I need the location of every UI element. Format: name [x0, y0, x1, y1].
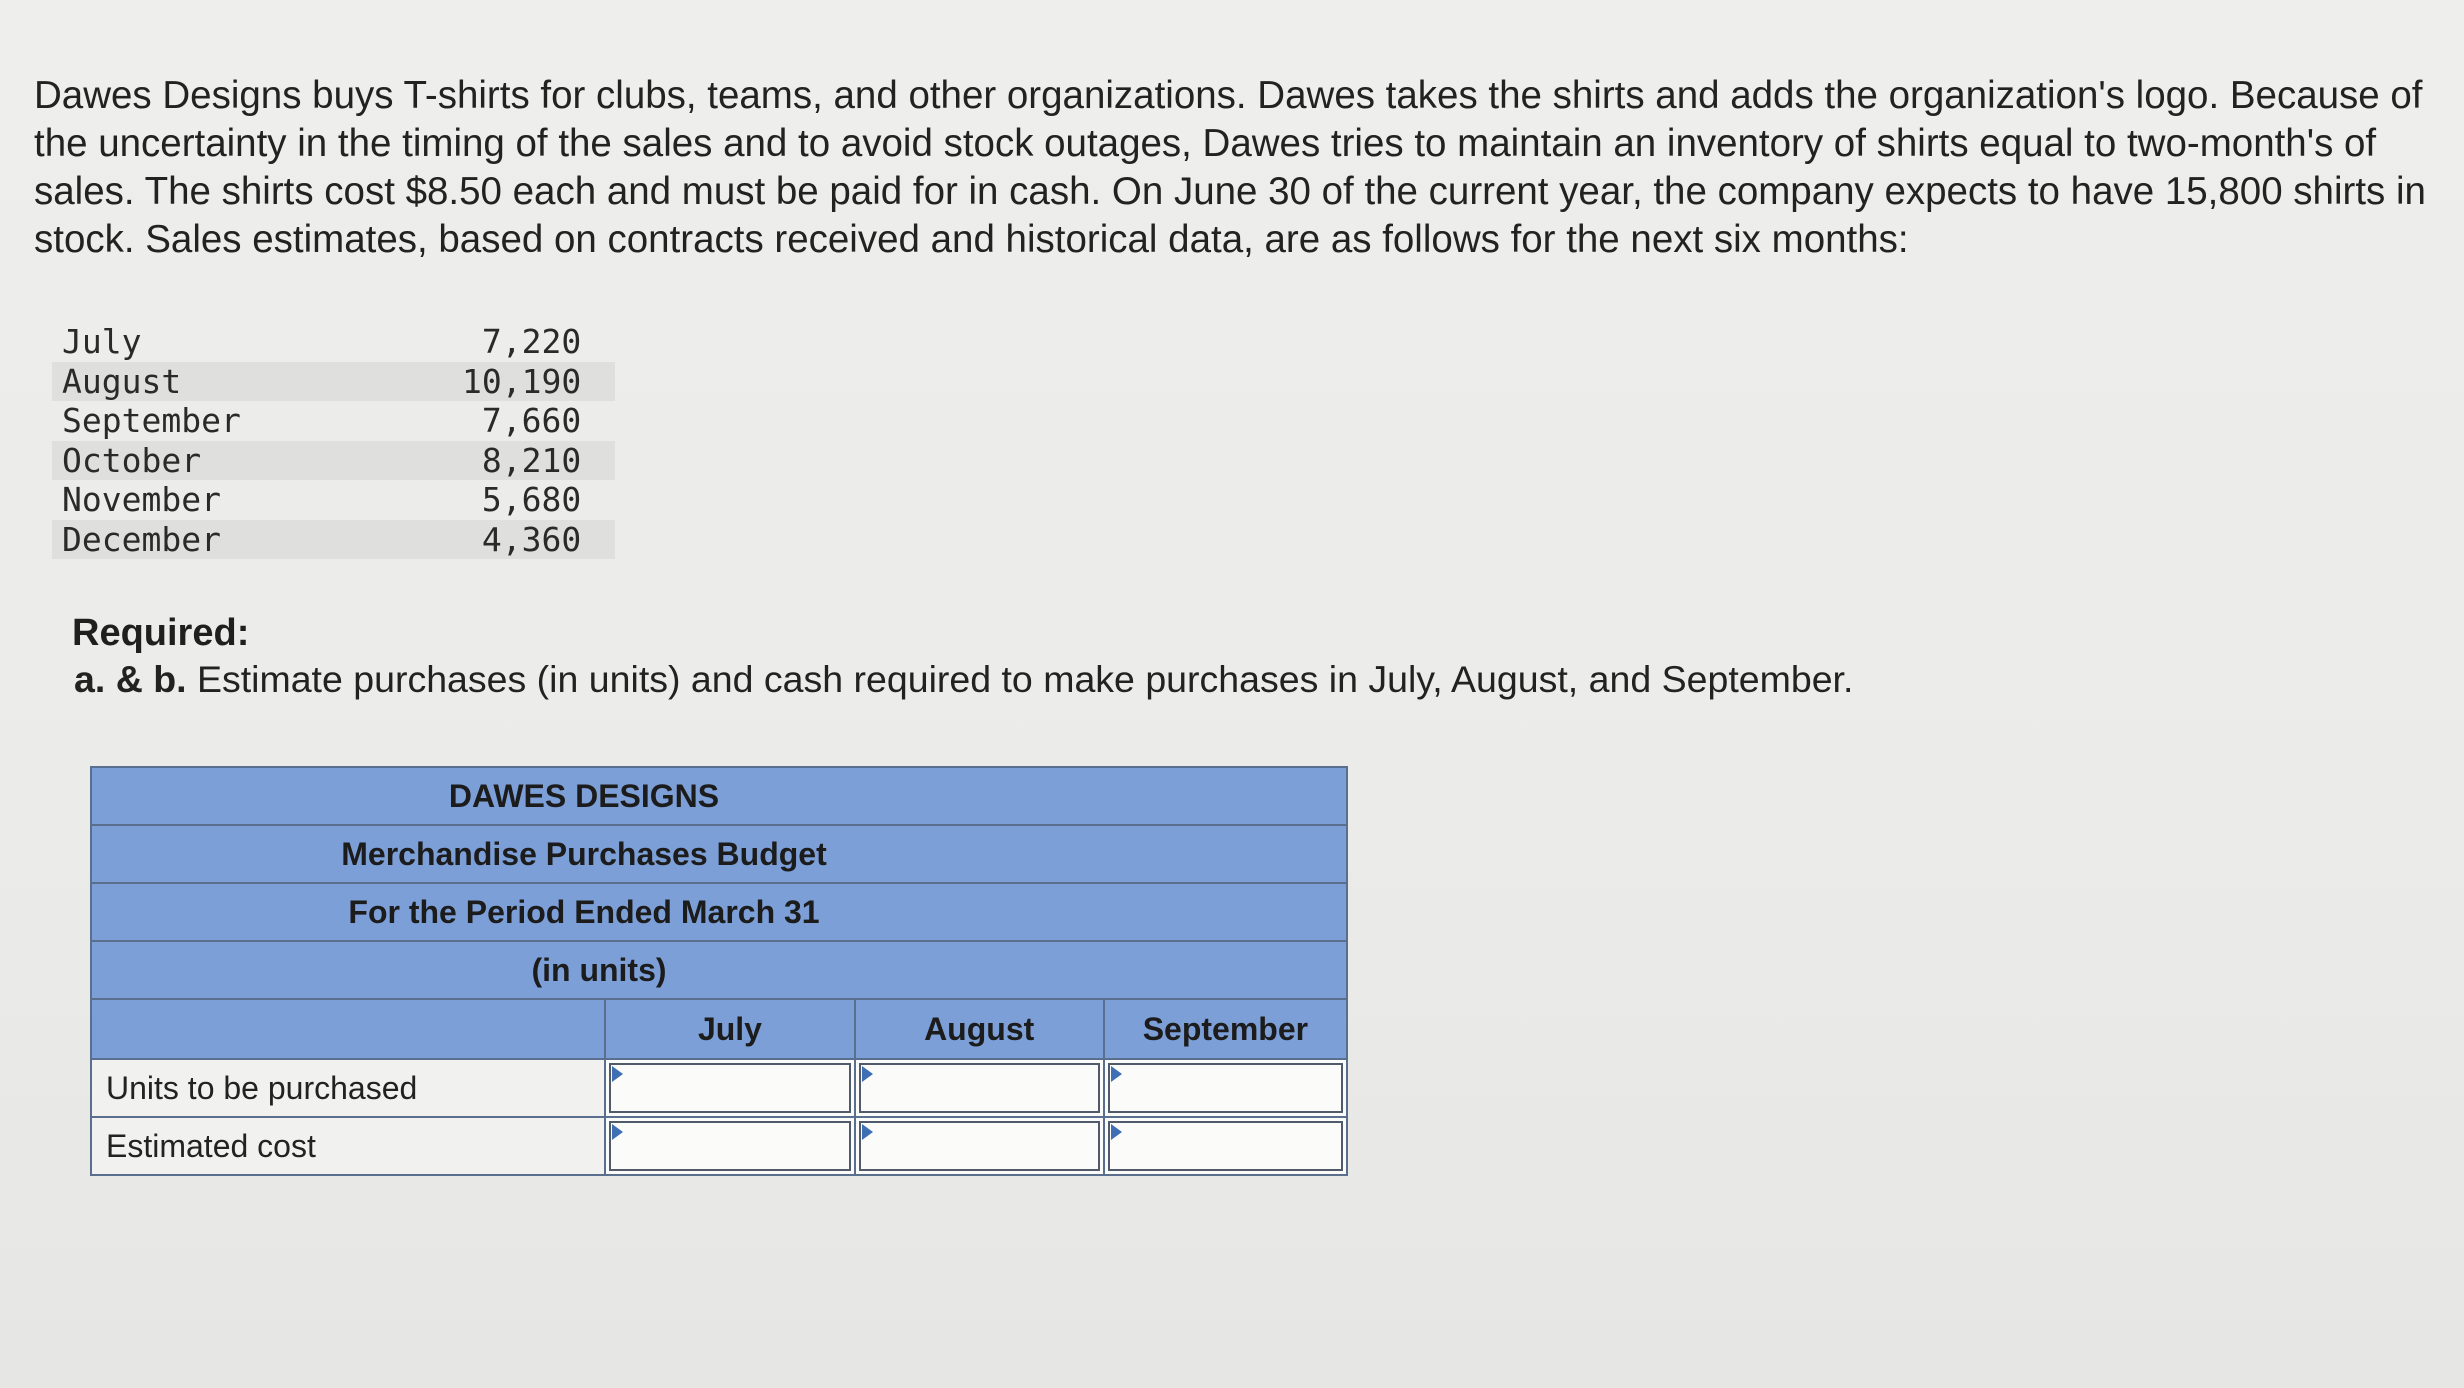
units-september-input[interactable]: [1108, 1063, 1343, 1113]
cell-august: [856, 1118, 1105, 1174]
merchandise-purchases-budget: [90, 766, 1348, 1176]
table-row: [90, 1118, 1348, 1176]
required-heading: Required:: [72, 612, 250, 654]
sales-units: 4,360: [452, 520, 615, 560]
budget-company: DAWES DESIGNS: [92, 768, 1346, 826]
sales-estimates-table: [52, 322, 615, 559]
row-label-estimated-cost: Estimated cost: [92, 1118, 606, 1174]
sales-units: 7,220: [481, 322, 582, 362]
blank-header-cell: [92, 1000, 606, 1058]
cell-july: [606, 1060, 855, 1116]
budget-column-headers: [92, 1000, 1346, 1060]
input-marker-icon: [1111, 1066, 1122, 1082]
sales-month: October: [52, 441, 452, 481]
sales-units: 8,210: [452, 441, 615, 481]
budget-units-note: (in units): [92, 942, 1346, 1000]
column-header-august: August: [856, 1000, 1105, 1058]
cost-july-input[interactable]: [609, 1121, 850, 1171]
table-row: [52, 441, 615, 481]
cell-august: [856, 1060, 1105, 1116]
table-row: [52, 480, 615, 520]
cell-september: [1105, 1060, 1346, 1116]
cell-september: [1105, 1118, 1346, 1174]
input-marker-icon: [1111, 1124, 1122, 1140]
row-label-units-to-be-purchased: Units to be purchased: [92, 1060, 606, 1116]
sales-month: September: [62, 401, 241, 441]
budget-header: [90, 766, 1348, 1060]
cell-july: [606, 1118, 855, 1174]
sales-units: 10,190: [452, 362, 615, 402]
part-label: a. & b.: [74, 658, 187, 700]
sales-month: July: [62, 322, 142, 362]
input-marker-icon: [862, 1124, 873, 1140]
budget-title: Merchandise Purchases Budget: [92, 826, 1346, 884]
input-marker-icon: [612, 1124, 623, 1140]
sales-month: November: [62, 480, 221, 520]
problem-statement: Dawes Designs buys T-shirts for clubs, teams, and other organizations. Dawes takes the shirts and adds the organization's logo. Because of the uncertainty in the timing of the sales and to avoid stock outages, Dawes tries to maintain an inventory of shirts equal to two-month's of sales. The shirts cost $8.50 each and must be paid for in cash. On June 30 of the current year, the company expects to have 15,800 shirts in stock. Sales estimates, based on contracts received and historical data, are as follows for the next six months:: [34, 74, 2426, 261]
required-text: Estimate purchases (in units) and cash required to make purchases in July, August, and September.: [196, 658, 1854, 700]
cost-august-input[interactable]: [859, 1121, 1100, 1171]
sales-month: December: [52, 520, 452, 560]
units-august-input[interactable]: [859, 1063, 1100, 1113]
units-july-input[interactable]: [609, 1063, 850, 1113]
cost-september-input[interactable]: [1108, 1121, 1343, 1171]
sales-units: 5,680: [481, 480, 582, 520]
input-marker-icon: [612, 1066, 623, 1082]
sales-units: 7,660: [481, 401, 582, 441]
budget-period: For the Period Ended March 31: [92, 884, 1346, 942]
sales-month: August: [52, 362, 452, 402]
table-row: [90, 1060, 1348, 1118]
column-header-july: July: [606, 1000, 855, 1058]
table-row: [52, 322, 615, 362]
table-row: [52, 520, 615, 560]
table-row: [52, 401, 615, 441]
table-row: [52, 362, 615, 402]
input-marker-icon: [862, 1066, 873, 1082]
required-instructions: [74, 658, 1853, 701]
column-header-september: September: [1142, 1010, 1309, 1047]
